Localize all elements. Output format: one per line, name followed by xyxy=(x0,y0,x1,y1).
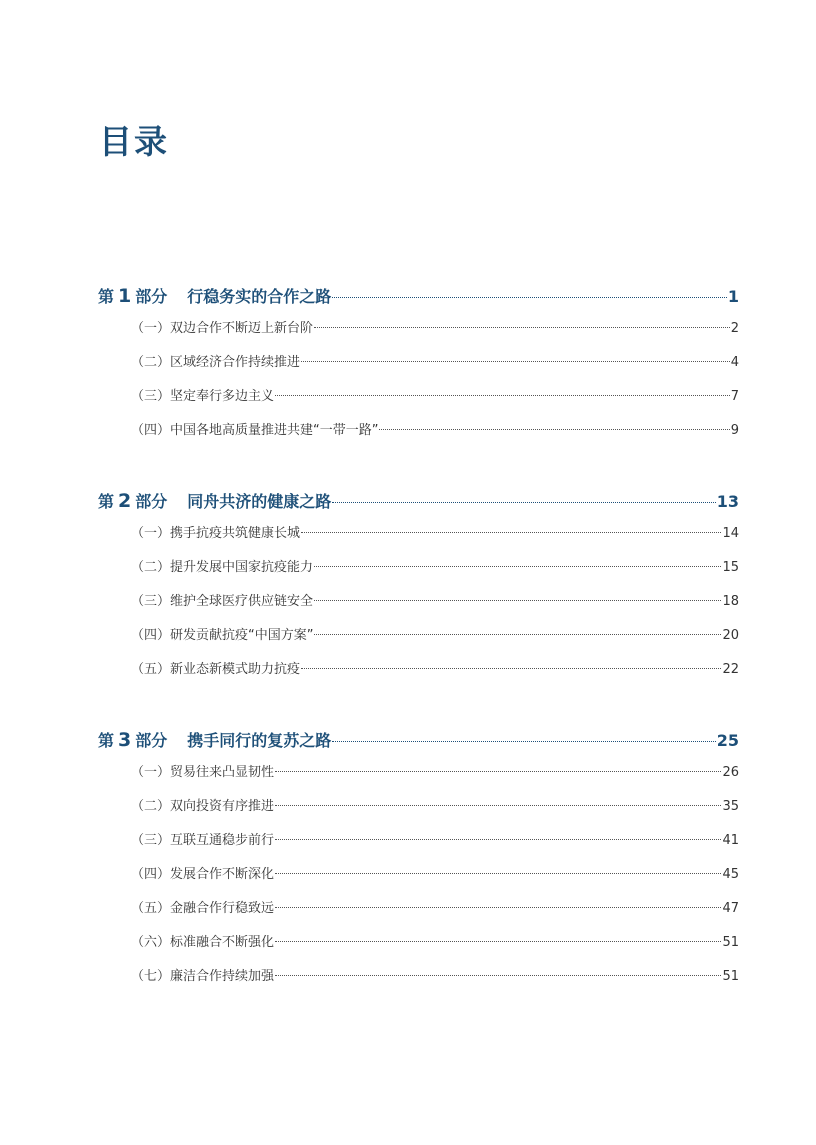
toc-entry[interactable] xyxy=(98,380,739,414)
toc-entry[interactable] xyxy=(98,414,739,448)
toc-entry[interactable] xyxy=(98,346,739,380)
dot-leader xyxy=(275,395,730,396)
page-title: 目录 xyxy=(99,122,169,161)
part-number: 2 xyxy=(118,490,132,512)
dot-leader xyxy=(314,600,721,601)
page-number: 47 xyxy=(722,901,739,916)
entry-label: （四）中国各地高质量推进共建“一带一路” xyxy=(131,423,379,438)
entry-label: （一）双边合作不断迈上新台阶 xyxy=(131,321,314,336)
toc-entry[interactable] xyxy=(98,517,739,551)
part-suffix: 部分 xyxy=(135,731,168,750)
entry-label: （三）互联互通稳步前行 xyxy=(131,833,275,848)
toc-entry[interactable] xyxy=(98,790,739,824)
toc-part-heading[interactable] xyxy=(98,280,739,312)
page-number: 13 xyxy=(716,492,739,511)
table-of-contents xyxy=(98,280,739,994)
toc-section-part-2 xyxy=(98,485,739,687)
toc-entry[interactable] xyxy=(98,653,739,687)
part-title: 携手同行的复苏之路 xyxy=(187,731,332,750)
part-suffix: 部分 xyxy=(135,492,168,511)
dot-leader xyxy=(314,327,730,328)
part-title: 同舟共济的健康之路 xyxy=(187,492,332,511)
page-number: 18 xyxy=(722,594,739,609)
dot-leader xyxy=(275,771,721,772)
entry-label: （二）区域经济合作持续推进 xyxy=(131,355,301,370)
toc-entry[interactable] xyxy=(98,312,739,346)
page-number: 51 xyxy=(722,935,739,950)
entry-label: （五）新业态新模式助力抗疫 xyxy=(131,662,301,677)
dot-leader xyxy=(275,941,721,942)
page-number: 25 xyxy=(716,731,739,750)
part-prefix: 第 xyxy=(98,287,115,306)
entry-label: （四）发展合作不断深化 xyxy=(131,867,275,882)
dot-leader xyxy=(379,429,729,430)
dot-leader xyxy=(275,873,721,874)
dot-leader xyxy=(332,297,727,298)
page-number: 4 xyxy=(730,355,739,370)
toc-entry[interactable] xyxy=(98,960,739,994)
entry-label: （三）维护全球医疗供应链安全 xyxy=(131,594,314,609)
dot-leader xyxy=(314,566,721,567)
toc-entry[interactable] xyxy=(98,858,739,892)
entry-label: （六）标准融合不断强化 xyxy=(131,935,275,950)
dot-leader xyxy=(314,634,721,635)
part-number: 1 xyxy=(118,285,132,307)
page-number: 22 xyxy=(722,662,739,677)
dot-leader xyxy=(275,907,721,908)
page-number: 20 xyxy=(722,628,739,643)
toc-part-heading[interactable] xyxy=(98,485,739,517)
part-title: 行稳务实的合作之路 xyxy=(187,287,332,306)
toc-entry[interactable] xyxy=(98,892,739,926)
part-number: 3 xyxy=(118,729,132,751)
page-number: 9 xyxy=(730,423,739,438)
page-number: 7 xyxy=(730,389,739,404)
toc-entry[interactable] xyxy=(98,926,739,960)
page-number: 14 xyxy=(722,526,739,541)
entry-label: （一）携手抗疫共筑健康长城 xyxy=(131,526,301,541)
dot-leader xyxy=(332,502,715,503)
toc-section-part-3 xyxy=(98,724,739,994)
dot-leader xyxy=(301,361,730,362)
dot-leader xyxy=(332,741,715,742)
toc-entry[interactable] xyxy=(98,756,739,790)
page-number: 15 xyxy=(722,560,739,575)
page-number: 1 xyxy=(727,287,739,306)
entry-label: （三）坚定奉行多边主义 xyxy=(131,389,275,404)
page-number: 45 xyxy=(722,867,739,882)
entry-label: （七）廉洁合作持续加强 xyxy=(131,969,275,984)
dot-leader xyxy=(275,805,721,806)
entry-label: （五）金融合作行稳致远 xyxy=(131,901,275,916)
dot-leader xyxy=(301,668,721,669)
entry-label: （一）贸易往来凸显韧性 xyxy=(131,765,275,780)
toc-entry[interactable] xyxy=(98,619,739,653)
page-number: 26 xyxy=(722,765,739,780)
page-number: 51 xyxy=(722,969,739,984)
page-number: 35 xyxy=(722,799,739,814)
page-number: 41 xyxy=(722,833,739,848)
entry-label: （二）提升发展中国家抗疫能力 xyxy=(131,560,314,575)
dot-leader xyxy=(275,839,721,840)
entry-label: （二）双向投资有序推进 xyxy=(131,799,275,814)
dot-leader xyxy=(275,975,721,976)
entry-label: （四）研发贡献抗疫“中国方案” xyxy=(131,628,314,643)
dot-leader xyxy=(301,532,721,533)
toc-entry[interactable] xyxy=(98,585,739,619)
page-number: 2 xyxy=(730,321,739,336)
toc-part-heading[interactable] xyxy=(98,724,739,756)
part-suffix: 部分 xyxy=(135,287,168,306)
toc-entry[interactable] xyxy=(98,824,739,858)
part-prefix: 第 xyxy=(98,731,115,750)
toc-entry[interactable] xyxy=(98,551,739,585)
toc-section-part-1 xyxy=(98,280,739,448)
part-prefix: 第 xyxy=(98,492,115,511)
